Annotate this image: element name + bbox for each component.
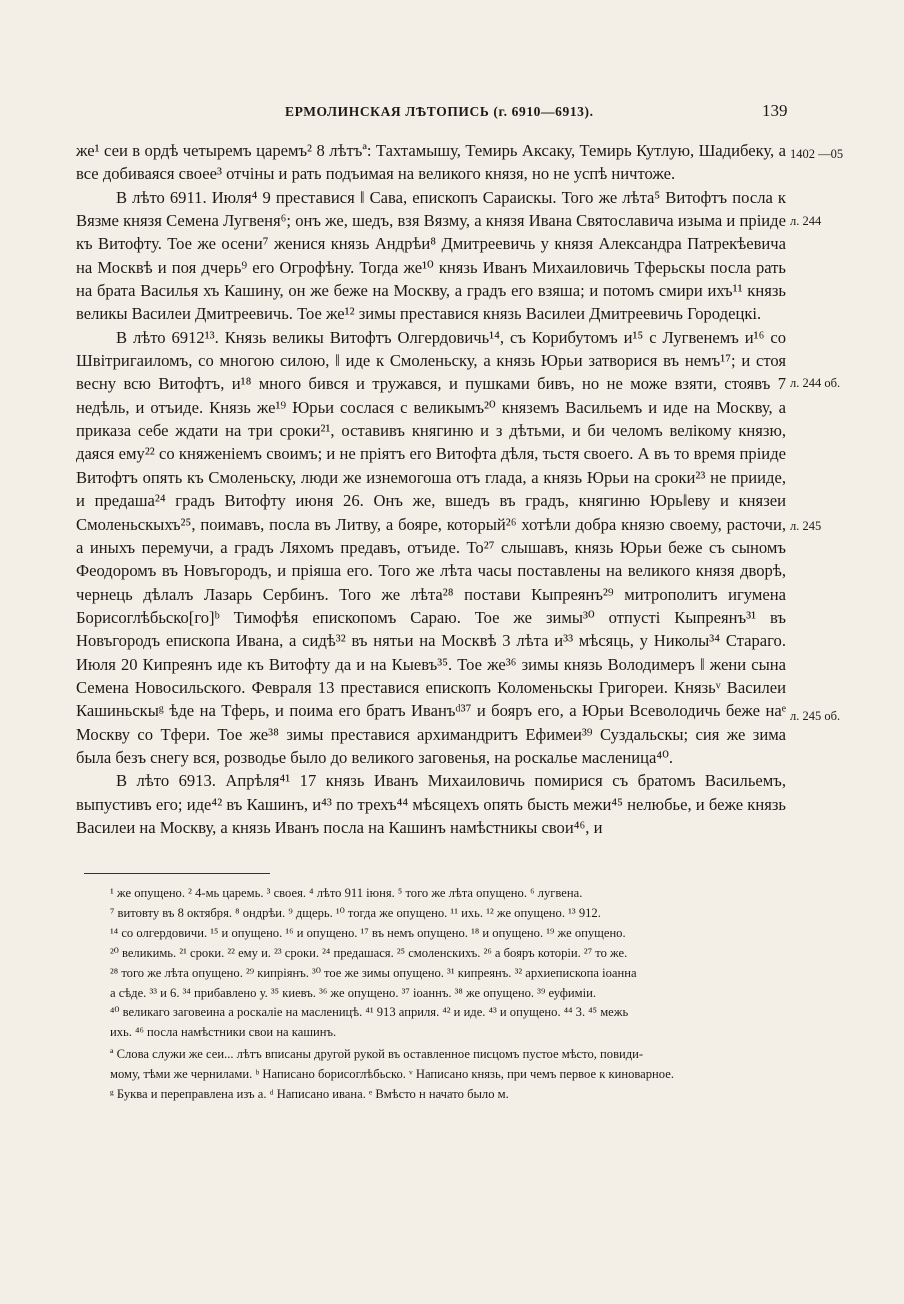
variant-note-line: ²⁸ того же лѣта опущено. ²⁹ кипріянъ. ³⁰ тое же зимы опущено. ³¹ кипреянъ. ³² архиепископа іоанна [110, 965, 637, 980]
main-text [76, 139, 786, 839]
variant-note-line: ¹⁴ со олгердовичи. ¹⁵ и опущено. ¹⁶ и опущено. ¹⁷ въ немъ опущено. ¹⁸ и опущено. ¹⁹ же опущено. [110, 925, 626, 940]
running-title: ЕРМОЛИНСКАЯ ЛѢТОПИСЬ (г. 6910—6913). [285, 104, 594, 119]
variant-note-line: ²⁰ великимь. ²¹ сроки. ²² ему и. ²³ сроки. ²⁴ предашася. ²⁵ смоленскихъ. ²⁶ а бояръ которіи. ²⁷ то же. [110, 945, 628, 960]
variant-notes [76, 884, 788, 1043]
footnote-rule [84, 873, 270, 874]
margin-note-leaf: л. 244 об. [790, 376, 841, 390]
paragraph: В лѣто 6913. Апрѣля⁴¹ 17 князь Иванъ Михаиловичь помирися съ братомъ Васильемъ, выпустивъ его; иде⁴² въ Кашинъ, и⁴³ по трехъ⁴⁴ мѣсяцехъ опять бысть межи⁴⁵ нелюбье, и беже князь Василеи на Москву, а князь Иванъ посла на Кашинъ намѣстникы свои⁴⁶, и [76, 771, 786, 837]
variant-note-line: а сѣде. ³³ и 6. ³⁴ прибавлено у. ³⁵ киевъ. ³⁶ же опущено. ³⁷ іоаннъ. ³⁸ же опущено. ³⁹ еуфиміи. [110, 985, 597, 1000]
paragraph: В лѣто 6911. Июля⁴ 9 преставися ‖ Сава, епископъ Сараискы. Того же лѣта⁵ Витофтъ посла к Вязме князя Семена Лугвеня⁶; онъ же, шедъ, взя Вязму, а князя Ивана Святославича изыма и пріиде къ Витофту. Тое же осени⁷ женися князь Андрѣи⁸ Дмитреевичь у князя Александра Патрекѣевича на Москвѣ и поя дчерь⁹ его Огрофѣну. Тогда же¹⁰ князь Иванъ Михаиловичь Тферьскы посла рать на брата Василья хъ Кашину, он же беже на Москву, а градъ его взяша; и потомъ смири ихъ¹¹ князь великы Василеи Дмитреевичь. Тое же¹² зимы преставися князь Василеи Дмитреевичь Городецкі. [76, 187, 786, 324]
margin-note-leaf: л. 244 [790, 214, 822, 228]
margin-note-leaf: л. 245 [790, 519, 822, 533]
margin-note-leaf: л. 245 об. [790, 709, 841, 723]
page-header [0, 101, 904, 128]
variant-note-line: ⁷ витовту въ 8 октября. ⁸ ондрѣи. ⁹ дщерь. ¹⁰ тогда же опущено. ¹¹ ихь. ¹² же опущено. ¹³ 912. [110, 905, 601, 920]
variant-note-line: ихь. ⁴⁶ посла намѣстники свои на кашинъ. [110, 1025, 337, 1040]
variant-note-line: ¹ же опущено. ² 4-мь царемь. ³ своея. ⁴ лѣто 911 іюня. ⁵ того же лѣта опущено. ⁶ лугвена. [110, 886, 583, 900]
margin-note-years: 1402 —05 [790, 147, 844, 161]
letter-note-line: мому, тѣми же чернилами. ᵇ Написано борисоглѣбьско. ᵛ Написано князь, при чемъ первое к киноварное. [110, 1066, 674, 1081]
paragraph: В лѣто 6912¹³. Князь великы Витофтъ Олгердовичь¹⁴, съ Корибутомъ и¹⁵ с Лугвенемъ и¹⁶ со Швітригаиломъ, со многою силою, ‖ иде к Смоленьску, а князь Юрьи затворися въ немъ¹⁷; и стоя весну всю Витофтъ, и¹⁸ много бився и тружався, и пушками бивъ, но не може взяти, стоявъ 7 недѣль, и отъиде. Князь же¹⁹ Юрьи сослася с великымъ²⁰ княземъ Васильемъ и иде на Москву, а приказа себе ждати на три сроки²¹, оставивъ княгиню и з дѣтьми, и би челомъ велікому князю, даяся ему²² со княженіемъ своимъ; и не пріятъ его Витофта дѣля, тьстя своего. А въ то время пріиде Витофтъ опять къ Смоленьску, люди же изнемогоша отъ глада, а князь Юрьи на сроки²³ не прииде, и предаша²⁴ градъ Витофту июня 26. Онъ же, вшедъ въ градъ, княгиню Юрь‖еву и князеи Смоленьскыхъ²⁵, поимавъ, посла въ Литву, а бояре, который²⁶ хотѣли добра князю своему, расточи, а иныхъ перемучи, а градъ Ляхомъ предавъ, отъиде. То²⁷ слышавъ, князь Юрьи беже съ сыномъ Феодоромъ въ Новъгородъ, и пріяша его. Того же лѣта часы поставлены на великого князя дворѣ, чернець дѣлалъ Лазарь Сербинъ. Того же лѣта²⁸ постави Кыпреянъ²⁹ митрополитъ игумена Борисоглѣбьско[го]ᵇ Тимофѣя епископомъ Сараю. Тое же зимы³⁰ отпустi Кыпреянъ³¹ въ Новъгородъ епископа Ивана, а сидѣ³² въ нятьи на Москвѣ 3 лѣта и³³ мѣсяць, у Николы³⁴ Стараго. Июля 20 Кипреянъ иде къ Витофту да и на Кыевъ³⁵. Тое же³⁶ зимы князь Володимеръ ‖ жени сына Семена Новосильского. Февраля 13 преставися епископъ Коломеньскы Григореи. Князьᵛ Василеи Кашиньскыᵍ ѣде на Тферь, и поима его братъ Иванъᵈ³⁷ и бояръ его, а Юрьи Всеволодичь беже наᵉ Москву со Тфери. Тое же³⁸ зимы преставися архимандритъ Ефимеи³⁹ Суздальскы; сия же зима была безъ снегу вся, розводье было до великого заговенья, на роскалье масленица⁴⁰. [76, 327, 786, 767]
letter-note-line: ᵍ Буква и переправлена изъ а. ᵈ Написано ивана. ᵉ Вмѣсто н начато было м. [110, 1086, 509, 1101]
letter-note-line: ª Слова служи же сеи... лѣтъ вписаны другой рукой въ оставленное писцомъ пустое мѣсто, повиди- [110, 1047, 644, 1061]
letter-notes [76, 1045, 788, 1105]
variant-note-line: ⁴⁰ великаго заговеина а роскаліе на масленицѣ. ⁴¹ 913 априля. ⁴² и иде. ⁴³ и опущено. ⁴⁴ 3. ⁴⁵ межь [110, 1005, 629, 1020]
page-number: 139 [762, 101, 788, 120]
paragraph: же¹ сеи в ордѣ четыремъ царемъ² 8 лѣтъª: Тахтамышу, Темирь Аксаку, Темирь Кутлую, Шадибеку, а все добиваяся своее³ отчіны и рать подъимая на великого князя, но не успѣ ничтоже. [76, 141, 786, 184]
